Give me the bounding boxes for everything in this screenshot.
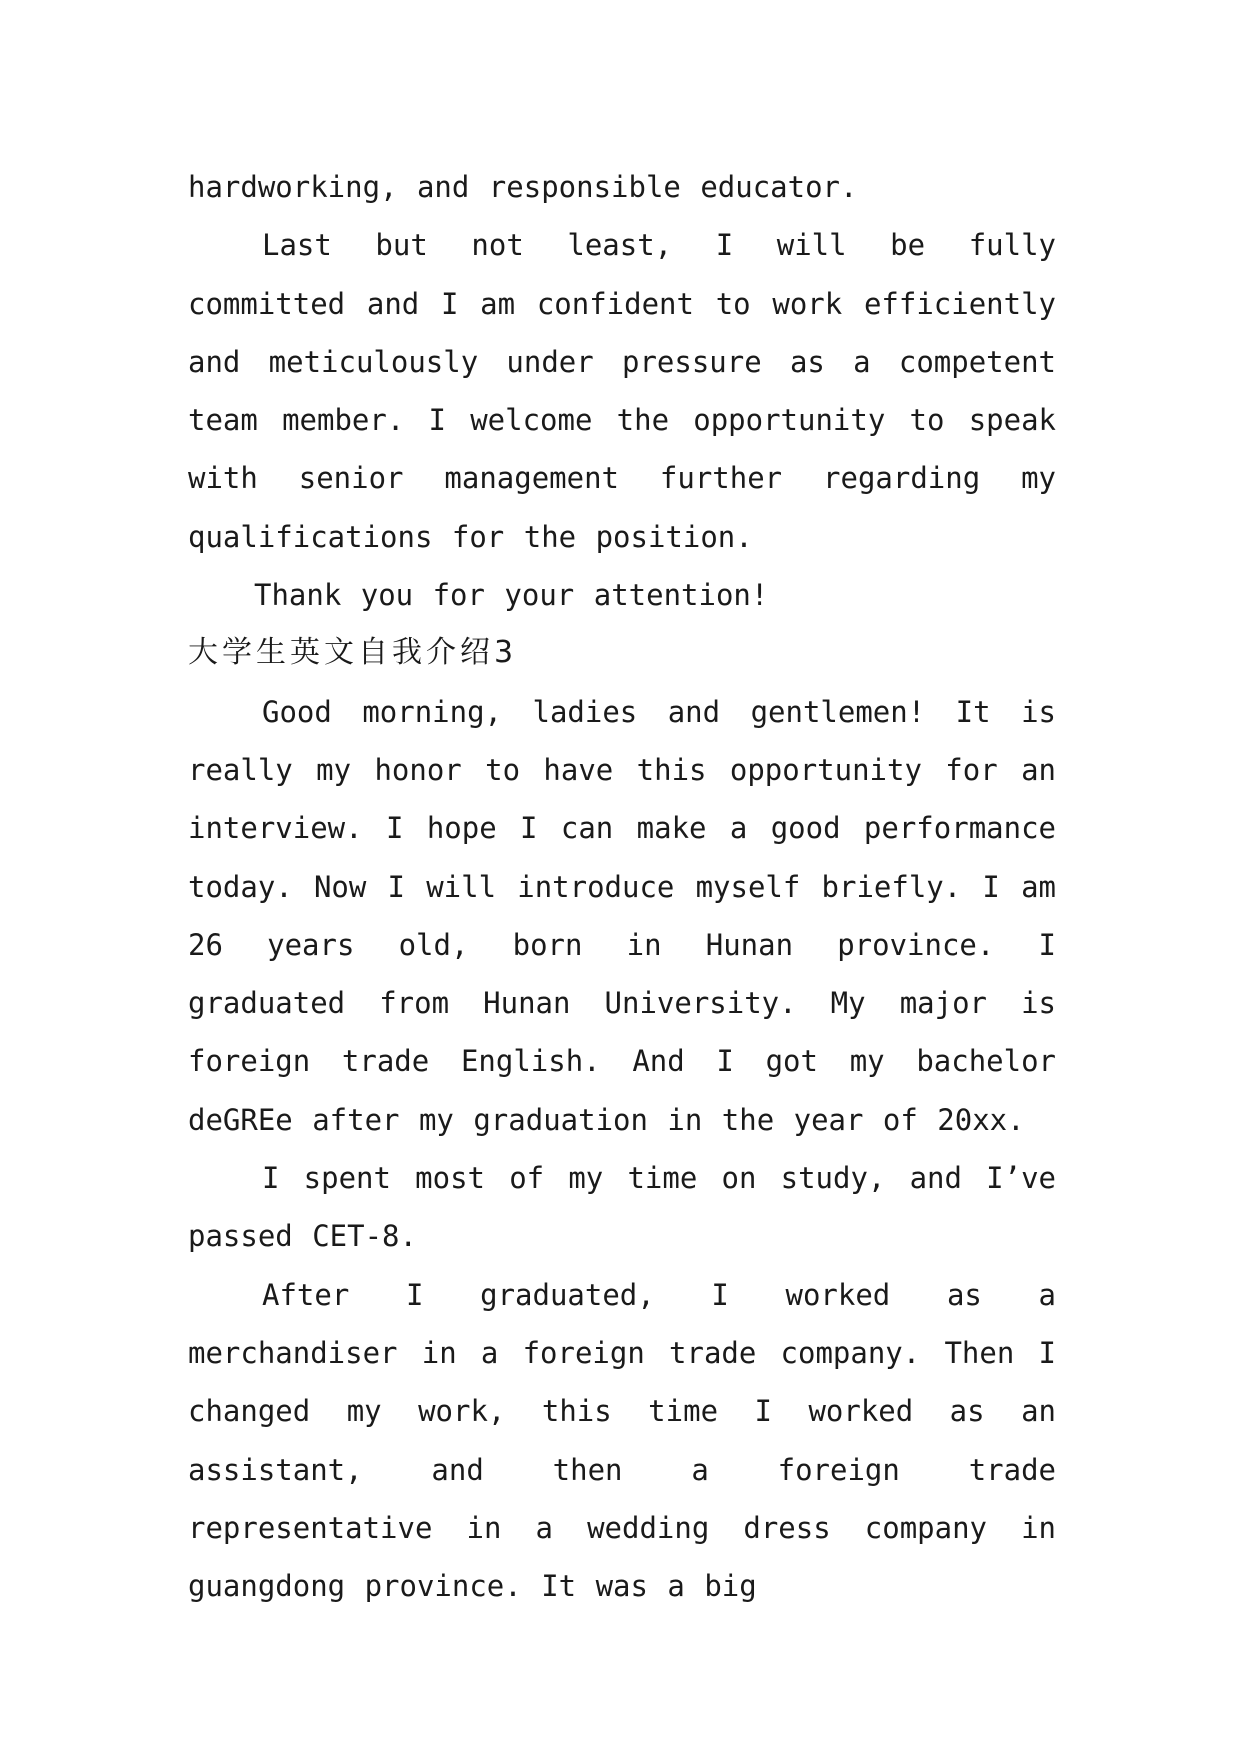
document-body <box>188 158 1056 1615</box>
paragraph-thank-you: Thank you for your attention! <box>254 578 769 613</box>
paragraph-committed: Last but not least, I will be fully committed and I am confident to work efficiently and meticulously under pressure as a competent team member. I welcome the opportunity to speak with senior management further regarding my qualifications for the position. <box>188 228 1056 554</box>
section-heading: 大学生英文自我介绍3 <box>188 635 518 671</box>
paragraph-educator: hardworking, and responsible educator. <box>188 170 858 204</box>
paragraph-work-history: After I graduated, I worked as a merchandiser in a foreign trade company. Then I changed my work, this time I worked as an assistant, and then a foreign trade representative in a wedding dress company in guangdong province. It was a big <box>188 1277 1056 1604</box>
paragraph-introduction: Good morning, ladies and gentlemen! It is really my honor to have this opportunity for an interview. I hope I can make a good performance today. Now I will introduce myself briefly. I am 26 years old, born in Hunan province. I graduated from Hunan University. My major is foreign trade English. And I got my bachelor deGREe after my graduation in the year of 20xx. <box>188 694 1056 1137</box>
paragraph-study: I spent most of my time on study, and I’ve passed CET-8. <box>188 1161 1056 1254</box>
